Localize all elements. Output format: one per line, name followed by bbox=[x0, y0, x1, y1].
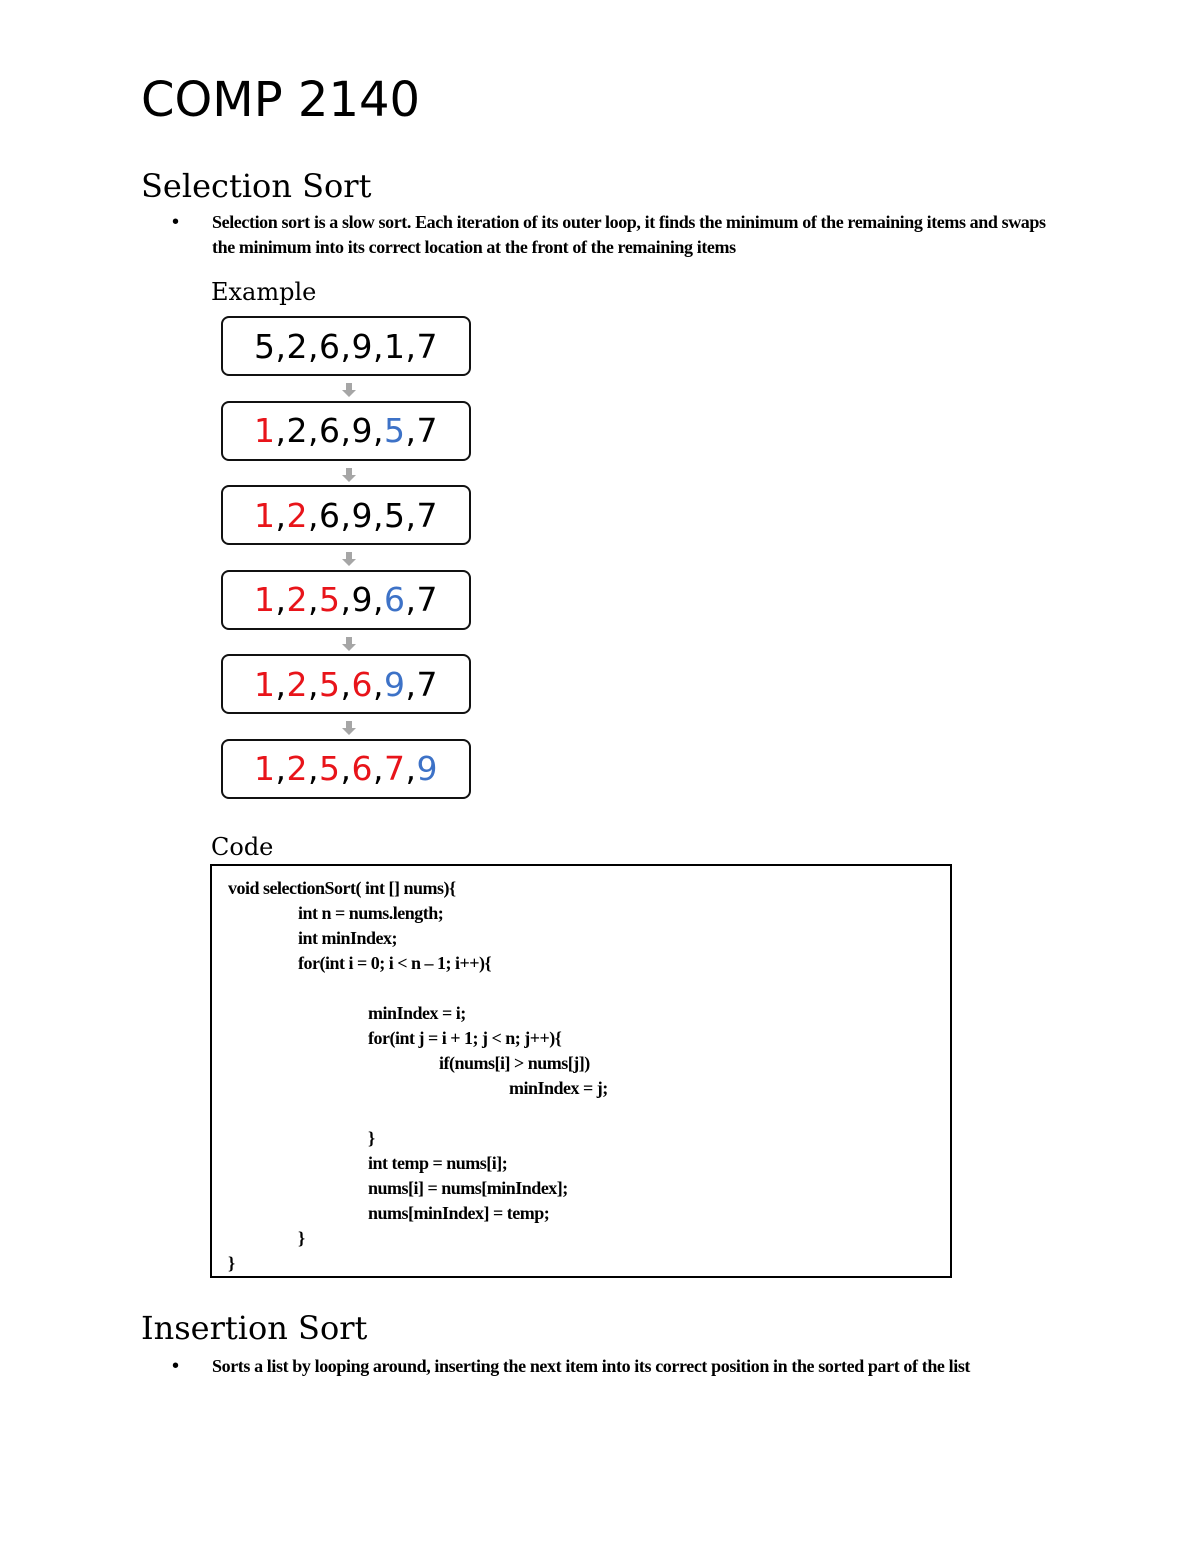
step-value: 5 bbox=[384, 495, 406, 535]
step-separator: , bbox=[405, 749, 417, 788]
step-value: 9 bbox=[351, 411, 373, 450]
step-value: 7 bbox=[416, 664, 438, 704]
step-value: 1 bbox=[254, 495, 276, 535]
step-value: 6 bbox=[351, 664, 373, 704]
step-value: 9 bbox=[351, 495, 373, 535]
step-value: 1 bbox=[254, 664, 276, 704]
example-step-1 bbox=[221, 316, 471, 376]
step-separator: , bbox=[275, 495, 287, 535]
code-heading: Code bbox=[211, 833, 274, 861]
step-separator: , bbox=[405, 495, 417, 535]
selection-sort-description: Selection sort is a slow sort. Each iteration of its outer loop, it finds the minimum of the remaining items and swaps the minimum into its correct location at the front of the remaining items bbox=[212, 212, 1046, 257]
arrow-down-icon bbox=[342, 468, 356, 482]
step-value: 6 bbox=[384, 580, 406, 619]
step-value: 2 bbox=[286, 495, 308, 535]
code-line: } bbox=[298, 1228, 305, 1248]
code-line: nums[i] = nums[minIndex]; bbox=[368, 1178, 568, 1198]
arrow-down-icon bbox=[342, 552, 356, 566]
step-value: 2 bbox=[286, 411, 308, 450]
document-title: COMP 2140 bbox=[141, 72, 421, 128]
step-separator: , bbox=[373, 326, 384, 366]
step-value: 7 bbox=[384, 749, 406, 788]
step-value: 1 bbox=[384, 326, 406, 366]
step-separator: , bbox=[373, 411, 384, 450]
code-line: for(int i = 0; i < n – 1; i++){ bbox=[298, 953, 492, 973]
step-value: 9 bbox=[384, 664, 406, 704]
step-separator: , bbox=[340, 326, 352, 366]
example-step-4 bbox=[221, 570, 471, 630]
step-separator: , bbox=[405, 664, 417, 704]
step-separator: , bbox=[340, 411, 352, 450]
step-value: 6 bbox=[351, 749, 373, 788]
code-line: for(int j = i + 1; j < n; j++){ bbox=[368, 1028, 562, 1048]
step-value: 7 bbox=[416, 495, 438, 535]
step-separator: , bbox=[373, 580, 384, 619]
step-value: 6 bbox=[319, 495, 341, 535]
code-line: int temp = nums[i]; bbox=[368, 1153, 508, 1173]
insertion-sort-description: Sorts a list by looping around, inserting the next item into its correct position in the sorted part of the list bbox=[212, 1356, 971, 1376]
step-value: 1 bbox=[254, 580, 276, 619]
arrow-down-icon bbox=[342, 637, 356, 651]
step-separator: , bbox=[405, 580, 417, 619]
step-separator: , bbox=[340, 495, 352, 535]
step-separator: , bbox=[373, 664, 384, 704]
code-line: int n = nums.length; bbox=[298, 903, 444, 923]
step-value: 6 bbox=[319, 411, 341, 450]
step-value: 7 bbox=[416, 580, 438, 619]
step-separator: , bbox=[308, 749, 319, 788]
code-line: minIndex = j; bbox=[509, 1078, 608, 1098]
step-value: 6 bbox=[319, 326, 341, 366]
code-block bbox=[210, 864, 952, 1278]
example-step-6 bbox=[221, 739, 471, 799]
step-value: 2 bbox=[286, 749, 308, 788]
step-value: 2 bbox=[286, 664, 308, 704]
step-separator: , bbox=[308, 664, 319, 704]
code-line: void selectionSort( int [] nums){ bbox=[228, 878, 456, 898]
arrow-down-icon bbox=[342, 383, 356, 397]
step-value: 2 bbox=[286, 326, 308, 366]
step-separator: , bbox=[308, 326, 319, 366]
step-separator: , bbox=[275, 580, 287, 619]
example-step-2 bbox=[221, 401, 471, 461]
code-line: nums[minIndex] = temp; bbox=[368, 1203, 550, 1223]
step-value: 2 bbox=[286, 580, 308, 619]
step-separator: , bbox=[373, 495, 384, 535]
code-line: } bbox=[368, 1128, 375, 1148]
selection-sort-bullet bbox=[172, 210, 1052, 260]
step-value: 5 bbox=[254, 326, 276, 366]
step-separator: , bbox=[340, 749, 352, 788]
step-value: 5 bbox=[319, 580, 341, 619]
code-line: int minIndex; bbox=[298, 928, 398, 948]
step-separator: , bbox=[340, 580, 352, 619]
step-value: 7 bbox=[416, 411, 438, 450]
step-separator: , bbox=[308, 411, 319, 450]
code-line: minIndex = i; bbox=[368, 1003, 466, 1023]
step-value: 9 bbox=[351, 580, 373, 619]
example-step-3 bbox=[221, 485, 471, 545]
insertion-sort-bullet bbox=[172, 1354, 1072, 1379]
step-separator: , bbox=[275, 749, 287, 788]
step-value: 9 bbox=[416, 749, 438, 788]
code-line: } bbox=[228, 1253, 235, 1273]
step-value: 1 bbox=[254, 411, 276, 450]
step-separator: , bbox=[308, 495, 319, 535]
step-separator: , bbox=[340, 664, 352, 704]
example-heading: Example bbox=[211, 278, 317, 306]
bullet-glyph: • bbox=[172, 211, 180, 233]
example-step-5 bbox=[221, 654, 471, 714]
step-separator: , bbox=[308, 580, 319, 619]
insertion-sort-heading: Insertion Sort bbox=[141, 1309, 368, 1347]
code-line: if(nums[i] > nums[j]) bbox=[439, 1053, 590, 1073]
arrow-down-icon bbox=[342, 721, 356, 735]
step-separator: , bbox=[373, 749, 384, 788]
step-separator: , bbox=[275, 664, 287, 704]
step-value: 5 bbox=[319, 749, 341, 788]
step-separator: , bbox=[275, 326, 287, 366]
step-value: 7 bbox=[416, 326, 438, 366]
step-value: 5 bbox=[319, 664, 341, 704]
step-separator: , bbox=[275, 411, 287, 450]
selection-sort-heading: Selection Sort bbox=[141, 167, 372, 205]
step-separator: , bbox=[405, 411, 417, 450]
step-value: 9 bbox=[351, 326, 373, 366]
step-value: 5 bbox=[384, 411, 406, 450]
step-value: 1 bbox=[254, 749, 276, 788]
step-separator: , bbox=[405, 326, 417, 366]
bullet-glyph: • bbox=[172, 1355, 180, 1377]
